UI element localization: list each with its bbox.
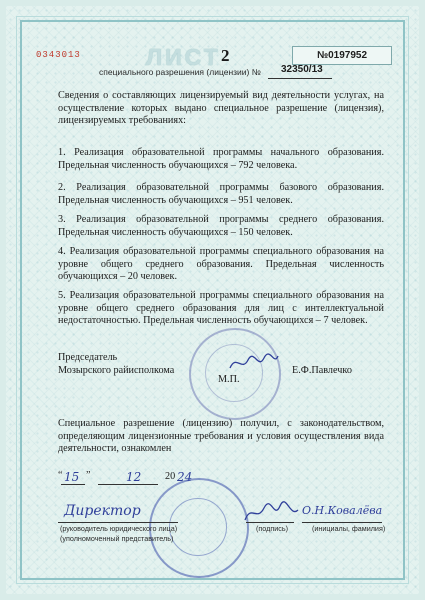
- intro-paragraph: Сведения о составляющих лицензируемый вид деятельности услугах, на осуществление которых выдано специальное разрешение (лицензия), лицензируемых требованиях:: [58, 90, 384, 126]
- signatory-name: Е.Ф.Павлечко: [292, 365, 352, 376]
- date-day: 15: [64, 470, 80, 484]
- date-open-quote: “: [58, 470, 63, 481]
- handwritten-name: О.Н.Ковалёва: [302, 504, 383, 517]
- date-day-underline: [61, 484, 85, 485]
- list-item: 5. Реализация образовательной программы специального образования на уровне общего среднего образования для лиц с интеллектуальной недостаточностью. Предельная численность обучающихся – 7 человек.: [58, 290, 384, 326]
- sheet-title: ЛИСТ: [146, 44, 221, 70]
- caption-signature: (подпись): [256, 524, 288, 533]
- date-year-suffix: 24: [177, 470, 193, 484]
- signatory-title-1: Председатель: [58, 352, 118, 363]
- permission-underline: [268, 78, 332, 79]
- date-month: 12: [126, 470, 142, 484]
- list-item: 1. Реализация образовательной программы начального образования. Предельная численность обучающихся – 792 человека.: [58, 147, 384, 171]
- handwritten-position: Директор: [64, 503, 141, 519]
- signature-chairman: [228, 350, 280, 376]
- list-item: 4. Реализация образовательной программы специального образования на уровне общего среднего образования. Предельная численность обучающихся – 20 человек.: [58, 246, 384, 282]
- list-item: 3. Реализация образовательной программы среднего образования. Предельная численность обучающихся – 150 человек.: [58, 214, 384, 238]
- caption-name: (инициалы, фамилия): [312, 524, 386, 533]
- caption-representative: (уполномоченный представитель): [60, 534, 174, 543]
- signatory-title-2: Мозырского райисполкома: [58, 365, 175, 376]
- list-item: 2. Реализация образовательной программы базового образования. Предельная численность обучающихся – 951 человек.: [58, 182, 384, 206]
- acknowledgement-text: Специальное разрешение (лицензию) получил, с законодательством, определяющим лицензионные требования и условия осуществления вида деятельности, ознакомлен: [58, 418, 384, 454]
- permission-number: 32350/13: [281, 64, 323, 75]
- position-underline: [58, 522, 178, 523]
- caption-head-of-entity: (руководитель юридического лица): [60, 524, 178, 533]
- seal-place-mark: М.П.: [218, 374, 240, 385]
- sheet-number: 2: [221, 46, 230, 65]
- date-close-quote: ”: [86, 470, 91, 481]
- license-sheet: [6, 6, 419, 594]
- permission-label: специального разрешения (лицензии) №: [99, 67, 261, 77]
- name-underline: [302, 522, 382, 523]
- date-month-underline: [98, 484, 158, 485]
- form-number: №0197952: [292, 46, 392, 65]
- signature-underline: [246, 522, 294, 523]
- date-year-prefix: 20: [165, 471, 176, 482]
- serial-number: 0343013: [36, 50, 81, 60]
